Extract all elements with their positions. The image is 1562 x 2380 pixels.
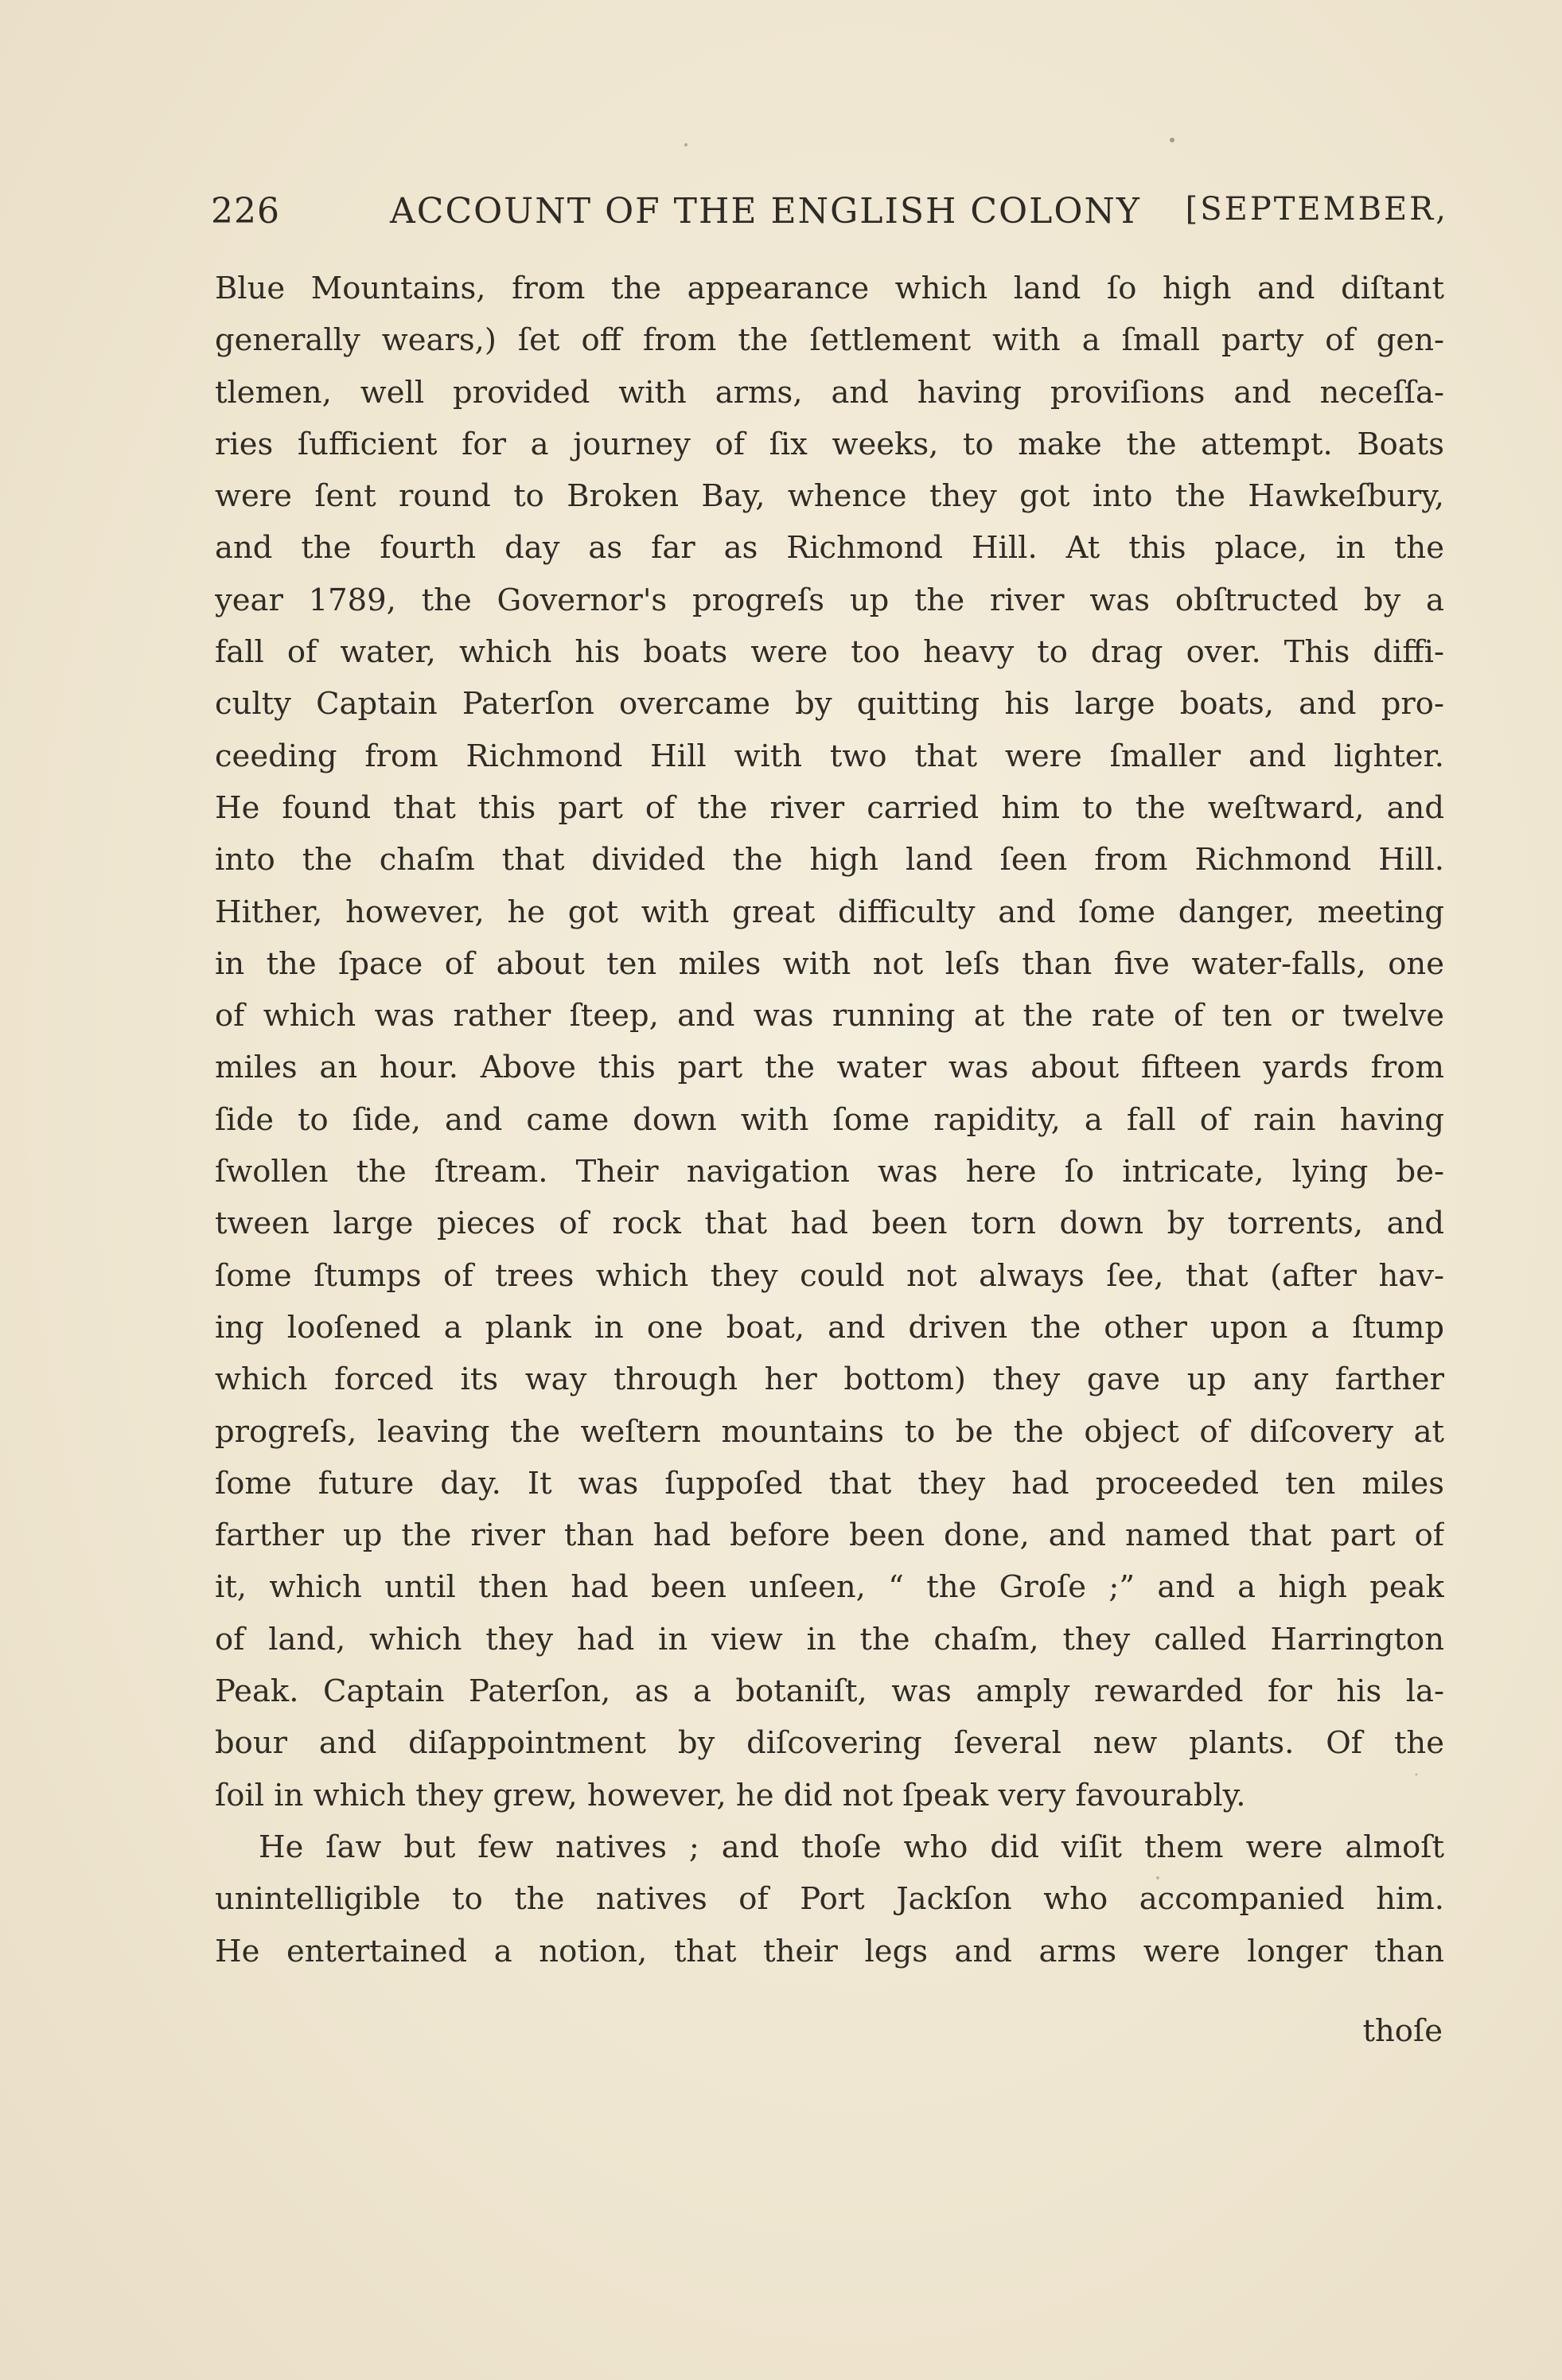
text-line: of land, which they had in view in the chaſm, they called Harrington xyxy=(215,1621,1444,1657)
text-line: ſome future day. It was ſuppoſed that they had proceeded ten miles xyxy=(215,1465,1444,1502)
text-line: of which was rather ſteep, and was running at the rate of ten or twelve xyxy=(215,998,1444,1034)
text-line: ſome ſtumps of trees which they could not always ſee, that (after hav- xyxy=(215,1257,1444,1294)
text-line: tlemen, well provided with arms, and having proviſions and neceſſa- xyxy=(215,374,1444,411)
text-line: miles an hour. Above this part the water was about fifteen yards from xyxy=(215,1050,1444,1086)
text-line: year 1789, the Governor's progreſs up the river was obſtructed by a xyxy=(215,582,1444,618)
text-line: tween large pieces of rock that had been torn down by torrents, and xyxy=(215,1206,1444,1242)
text-line: ſoil in which they grew, however, he did not ſpeak very favourably. xyxy=(215,1777,1246,1813)
text-line: farther up the river than had before been done, and named that part of xyxy=(215,1517,1444,1554)
text-line: He ſaw but few natives ; and thoſe who did viſit them were almoſt xyxy=(259,1829,1444,1865)
text-line: He found that this part of the river carried him to the weſtward, and xyxy=(215,789,1444,826)
text-line: Peak. Captain Paterſon, as a botaniſt, was amply rewarded for his la- xyxy=(215,1673,1444,1710)
text-line: in the ſpace of about ten miles with not leſs than five water-falls, one xyxy=(215,945,1444,982)
text-line: ſwollen the ſtream. Their navigation was here ſo intricate, lying be- xyxy=(215,1154,1444,1190)
running-title: ACCOUNT OF THE ENGLISH COLONY xyxy=(390,191,1141,232)
text-line: generally wears,) ſet off from the ſettlement with a ſmall party of gen- xyxy=(215,322,1444,359)
text-line: bour and diſappointment by diſcovering ſeveral new plants. Of the xyxy=(215,1725,1444,1762)
body-text xyxy=(215,263,1444,1977)
text-line: and the fourth day as far as Richmond Hill. At this place, in the xyxy=(215,530,1444,567)
text-line: ſide to ſide, and came down with ſome rapidity, a fall of rain having xyxy=(215,1101,1444,1138)
page-number: 226 xyxy=(211,191,280,232)
text-line: culty Captain Paterſon overcame by quitting his large boats, and pro- xyxy=(215,686,1444,723)
text-line: into the chaſm that divided the high land ſeen from Richmond Hill. xyxy=(215,842,1444,878)
text-line: ing looſened a plank in one boat, and driven the other upon a ſtump xyxy=(215,1309,1444,1346)
text-line: were ſent round to Broken Bay, whence they got into the Hawkeſbury, xyxy=(215,478,1444,515)
text-line: He entertained a notion, that their legs and arms were longer than xyxy=(215,1933,1444,1969)
catchword: thoſe xyxy=(1362,2013,1443,2049)
text-line: unintelligible to the natives of Port Jackſon who accompanied him. xyxy=(215,1881,1444,1918)
text-line: Hither, however, he got with great difficulty and ſome danger, meeting xyxy=(215,894,1444,930)
text-line: ceeding from Richmond Hill with two that were ſmaller and lighter. xyxy=(215,738,1444,774)
text-line: ries ſufficient for a journey of ſix weeks, to make the attempt. Boats xyxy=(215,426,1444,462)
text-line: Blue Mountains, from the appearance which land ſo high and diſtant xyxy=(215,271,1444,306)
text-line: progreſs, leaving the weſtern mountains to be the object of diſcovery at xyxy=(215,1413,1444,1450)
text-line: it, which until then had been unſeen, “ the Groſe ;” and a high peak xyxy=(215,1569,1444,1606)
running-date: [SEPTEMBER, xyxy=(1185,191,1448,228)
page-header xyxy=(211,191,1448,239)
text-line: fall of water, which his boats were too heavy to drag over. This diffi- xyxy=(215,634,1444,671)
text-line: which forced its way through her bottom) they gave up any farther xyxy=(215,1361,1444,1398)
